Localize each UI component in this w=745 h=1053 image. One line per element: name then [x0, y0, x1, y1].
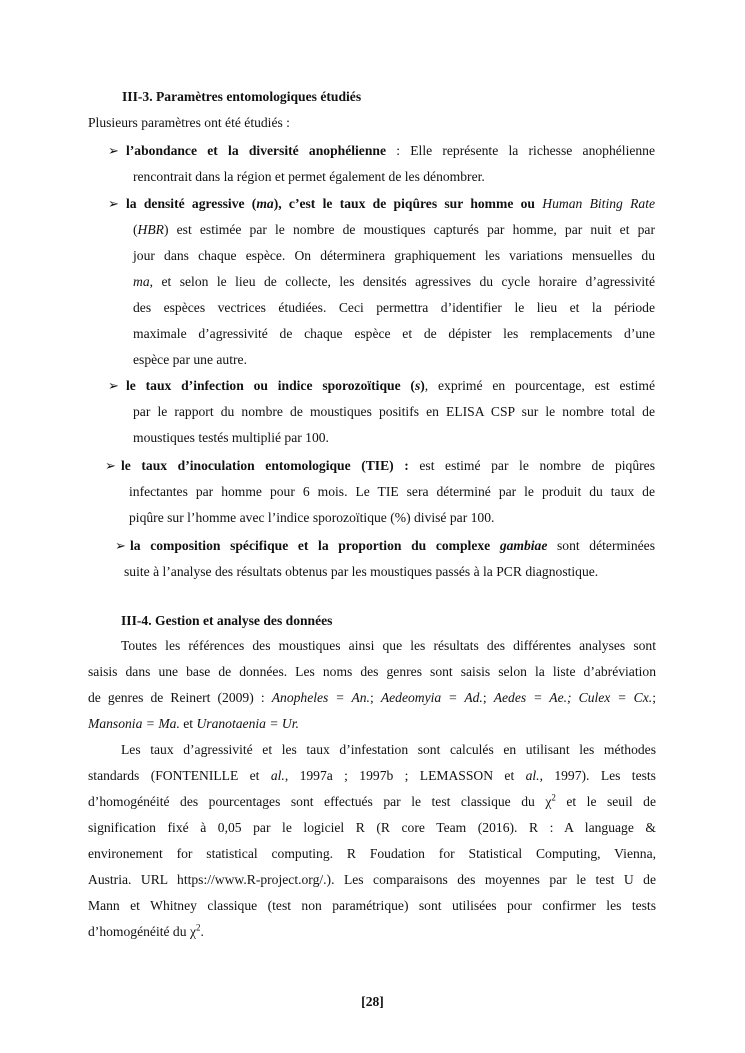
- paragraph-line: environement for statistical computing. R Foudation for Statistical Computing, Vienna,: [88, 846, 656, 861]
- bullet-infection: ➢ le taux d’infection ou indice sporozoïtique (s), exprimé en pourcentage, est estimé: [108, 378, 655, 394]
- chi-symbol: χ: [189, 924, 196, 939]
- section-3-intro: Plusieurs paramètres ont été étudiés :: [88, 115, 290, 130]
- bullet-text-line: suite à l’analyse des résultats obtenus par les moustiques passés à la PCR diagnostique.: [124, 564, 599, 579]
- chi-symbol: χ: [545, 794, 552, 809]
- bullet-tie: ➢ le taux d’inoculation entomologique (TIE) : est estimé par le nombre de piqûres: [105, 458, 655, 474]
- bullet-text-line: des espèces vectrices étudiées. Ceci permettra d’identifier le lieu et la période: [133, 300, 655, 315]
- bullet-text-line: espèce par une autre.: [133, 352, 247, 367]
- bullet-term: l’abondance et la diversité anophélienne: [126, 143, 386, 158]
- paragraph-line: saisis dans une base de données. Les noms des genres sont saisis selon la liste d’abréviation: [88, 664, 656, 679]
- bullet-composition: ➢ la composition spécifique et la proportion du complexe gambiae sont déterminées: [115, 538, 655, 554]
- paragraph-line: d’homogénéité du $\chi^2$.: [88, 922, 204, 939]
- paragraph-line: Austria. URL https://www.R-project.org/.). Les comparaisons des moyennes par le test U de: [88, 872, 656, 887]
- arrow-bullet-icon: ➢: [115, 539, 126, 554]
- bullet-text-line: jour dans chaque espèce. On déterminera graphiquement les variations mensuelles du: [133, 248, 655, 263]
- bullet-text-line: infectantes par homme pour 6 mois. Le TIE sera déterminé par le produit du taux de: [129, 484, 655, 499]
- arrow-bullet-icon: ➢: [108, 144, 119, 159]
- paragraph-line: Mansonia = Ma. et Uranotaenia = Ur.: [88, 716, 299, 731]
- bullet-text-line: ma, et selon le lieu de collecte, les densités agressives du cycle horaire d’agressivité: [133, 274, 655, 289]
- paragraph-line: signification fixé à 0,05 par le logiciel R (R core Team (2016). R : A language &: [88, 820, 656, 835]
- arrow-bullet-icon: ➢: [108, 197, 119, 212]
- bullet-text-line: (HBR) est estimée par le nombre de moustiques capturés par homme, par nuit et par: [133, 222, 655, 237]
- bullet-text-line: moustiques testés multiplié par 100.: [133, 430, 329, 445]
- paragraph-line: de genres de Reinert (2009) : Anopheles = An.; Aedeomyia = Ad.; Aedes = Ae.; Culex = Cx.;: [88, 690, 656, 705]
- bullet-text-line: par le rapport du nombre de moustiques positifs en ELISA CSP sur le nombre total de: [133, 404, 655, 419]
- bullet-text-line: maximale d’agressivité de chaque espèce et de dépister les remplacements d’une: [133, 326, 655, 341]
- paragraph-line: Les taux d’agressivité et les taux d’infestation sont calculés en utilisant les méthodes: [121, 742, 656, 757]
- arrow-bullet-icon: ➢: [108, 379, 119, 394]
- section-4-title: III-4. Gestion et analyse des données: [121, 613, 333, 628]
- bullet-text-line: rencontrait dans la région et permet également de les dénombrer.: [133, 169, 485, 184]
- paragraph-line: d’homogénéité des pourcentages sont effectués par le test classique du $\chi^2$ et le seuil de: [88, 792, 656, 809]
- page-number: [28]: [361, 994, 384, 1009]
- paragraph-line: Toutes les références des moustiques ainsi que les résultats des différentes analyses sont: [121, 638, 656, 653]
- bullet-text-line: piqûre sur l’homme avec l’indice sporozoïtique (%) divisé par 100.: [129, 510, 495, 525]
- bullet-abondance: ➢ l’abondance et la diversité anophélienne : Elle représente la richesse anophélienne: [108, 143, 656, 159]
- paragraph-line: standards (FONTENILLE et al., 1997a ; 1997b ; LEMASSON et al., 1997). Les tests: [88, 768, 656, 783]
- section-3-title: III-3. Paramètres entomologiques étudiés: [122, 89, 362, 104]
- paragraph-line: Mann et Whitney classique (test non paramétrique) sont utilisées pour confirmer les tests: [88, 898, 656, 913]
- arrow-bullet-icon: ➢: [105, 459, 116, 474]
- bullet-densite: ➢ la densité agressive (ma), c’est le taux de piqûres sur homme ou Human Biting Rate: [108, 196, 656, 212]
